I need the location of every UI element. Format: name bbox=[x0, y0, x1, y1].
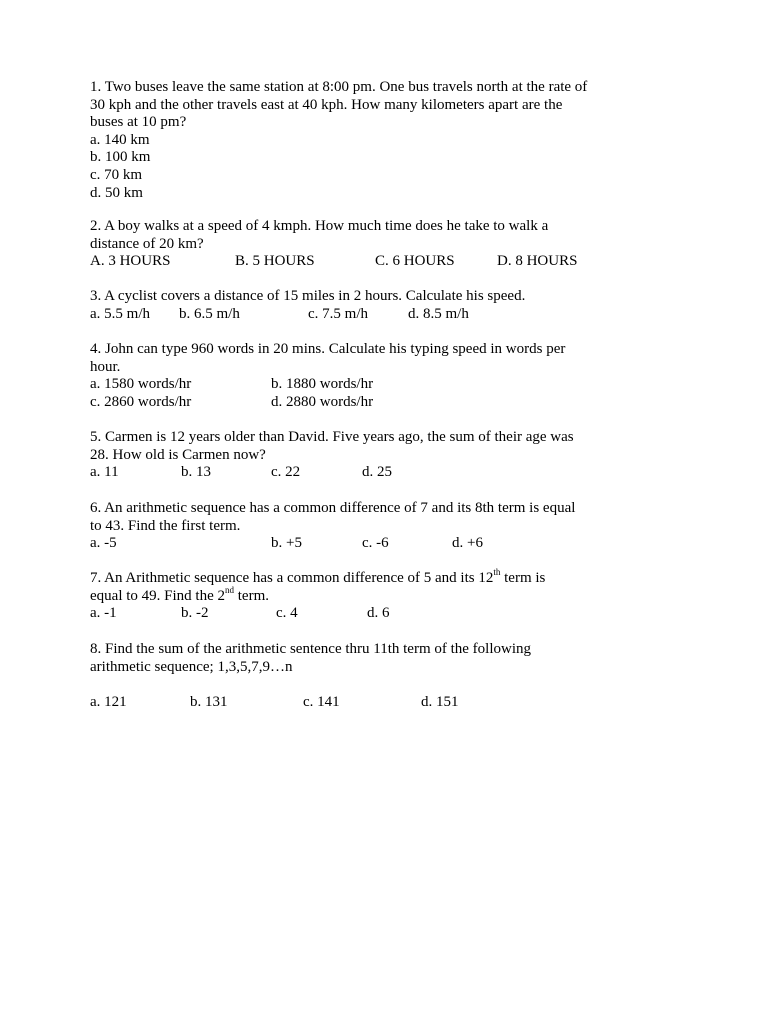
question-3 bbox=[90, 288, 690, 323]
question-6 bbox=[90, 500, 690, 553]
question-7-text-line-2 bbox=[90, 584, 690, 606]
question-5 bbox=[90, 429, 690, 482]
question-6-text-line-2: to 43. Find the first term. bbox=[90, 517, 241, 534]
question-7-text-line-1 bbox=[90, 567, 690, 588]
question-2-option-a: A. 3 HOURS bbox=[90, 253, 171, 270]
question-2-option-b: B. 5 HOURS bbox=[235, 253, 315, 270]
question-7-line-2-text: equal to 49. Find the 2 bbox=[90, 587, 225, 604]
question-1-option-d: d. 50 km bbox=[90, 184, 143, 201]
question-7-line-1-tail: term is bbox=[500, 570, 546, 586]
question-7-option-b: b. -2 bbox=[181, 605, 209, 622]
question-2-text-line-2: distance of 20 km? bbox=[90, 235, 204, 252]
question-7-option-c: c. 4 bbox=[276, 605, 298, 622]
question-4-option-a: a. 1580 words/hr bbox=[90, 376, 192, 393]
question-6-option-b: b. +5 bbox=[271, 535, 302, 552]
question-8-option-c: c. 141 bbox=[303, 693, 340, 710]
question-2-option-d: D. 8 HOURS bbox=[497, 253, 578, 270]
question-1-text-line-3: buses at 10 pm? bbox=[90, 114, 187, 131]
question-4-options-row-1 bbox=[90, 376, 690, 394]
question-1-option-b: b. 100 km bbox=[90, 149, 151, 166]
question-5-option-c: c. 22 bbox=[271, 464, 301, 481]
question-4-text-line-1: 4. John can type 960 words in 20 mins. Calculate his typing speed in words per bbox=[90, 341, 566, 357]
question-2-options bbox=[90, 253, 690, 271]
question-4-option-d: d. 2880 words/hr bbox=[271, 393, 374, 410]
question-8-option-d: d. 151 bbox=[421, 693, 459, 710]
question-7 bbox=[90, 567, 690, 623]
question-8-option-b: b. 131 bbox=[190, 693, 228, 710]
question-4-options-row-2 bbox=[90, 394, 690, 412]
question-7-line-2-tail: term. bbox=[234, 587, 269, 604]
question-1-option-a: a. 140 km bbox=[90, 131, 150, 148]
question-6-option-c: c. -6 bbox=[362, 535, 389, 552]
question-5-text-line-1: 5. Carmen is 12 years older than David. Five years ago, the sum of their age was bbox=[90, 429, 574, 445]
question-8 bbox=[90, 641, 690, 711]
question-4-option-b: b. 1880 words/hr bbox=[271, 376, 374, 393]
question-4 bbox=[90, 341, 690, 411]
question-5-text-line-2: 28. How old is Carmen now? bbox=[90, 446, 266, 463]
question-3-option-d: d. 8.5 m/h bbox=[408, 305, 469, 322]
question-6-options bbox=[90, 535, 690, 553]
question-8-text-line-1: 8. Find the sum of the arithmetic sentence thru 11th term of the following bbox=[90, 641, 532, 657]
question-3-option-b: b. 6.5 m/h bbox=[179, 305, 240, 322]
question-3-option-c: c. 7.5 m/h bbox=[308, 305, 368, 322]
question-8-options bbox=[90, 694, 690, 712]
question-1-option-c: c. 70 km bbox=[90, 166, 143, 183]
question-2-text-line-1: 2. A boy walks at a speed of 4 kmph. How much time does he take to walk a bbox=[90, 218, 549, 234]
question-1 bbox=[90, 79, 690, 202]
question-4-text-line-2: hour. bbox=[90, 358, 121, 375]
question-6-text-line-1: 6. An arithmetic sequence has a common difference of 7 and its 8th term is equal bbox=[90, 500, 576, 516]
question-7-line-1-text: 7. An Arithmetic sequence has a common difference of 5 and its 12 bbox=[90, 570, 494, 586]
question-5-option-d: d. 25 bbox=[362, 464, 392, 481]
question-7-options bbox=[90, 605, 690, 623]
question-7-option-a: a. -1 bbox=[90, 605, 117, 622]
question-1-text-line-2: 30 kph and the other travels east at 40 kph. How many kilometers apart are the bbox=[90, 96, 563, 113]
question-7-ordinal-th: th bbox=[493, 567, 501, 577]
question-5-option-b: b. 13 bbox=[181, 464, 211, 481]
question-6-option-d: d. +6 bbox=[452, 535, 483, 552]
question-3-option-a: a. 5.5 m/h bbox=[90, 305, 150, 322]
question-2-option-c: C. 6 HOURS bbox=[375, 253, 455, 270]
question-6-option-a: a. -5 bbox=[90, 535, 117, 552]
question-8-option-a: a. 121 bbox=[90, 693, 127, 710]
question-5-option-a: a. 11 bbox=[90, 464, 119, 481]
question-2 bbox=[90, 218, 690, 271]
question-1-text-line-1: 1. Two buses leave the same station at 8:00 pm. One bus travels north at the rate of bbox=[90, 79, 588, 95]
question-3-text-line-1: 3. A cyclist covers a distance of 15 miles in 2 hours. Calculate his speed. bbox=[90, 288, 526, 304]
question-7-ordinal-nd: nd bbox=[225, 584, 234, 595]
question-4-option-c: c. 2860 words/hr bbox=[90, 393, 192, 410]
question-7-option-d: d. 6 bbox=[367, 605, 390, 622]
question-8-text-line-2: arithmetic sequence; 1,3,5,7,9…n bbox=[90, 658, 293, 675]
question-5-options bbox=[90, 464, 690, 482]
question-3-options bbox=[90, 306, 690, 324]
